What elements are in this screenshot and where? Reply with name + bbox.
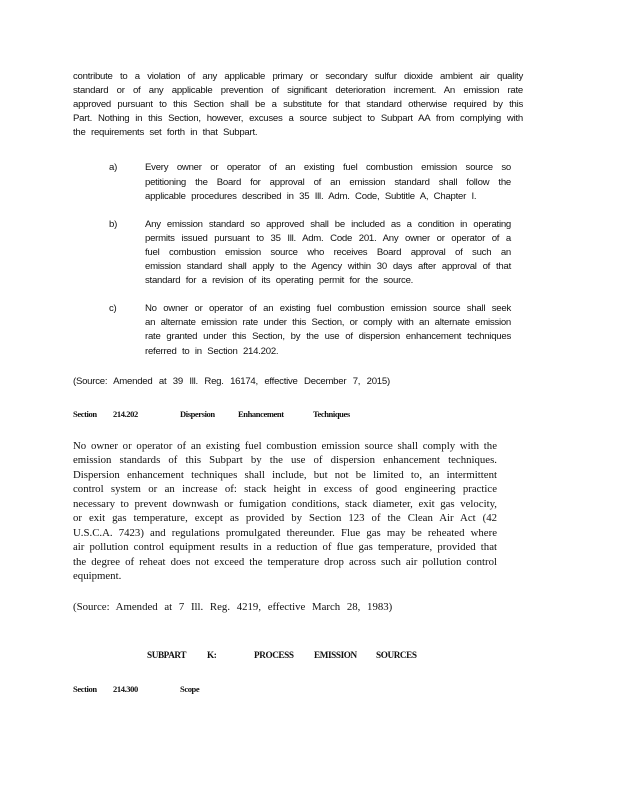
list-item xyxy=(73,161,558,203)
subpart-title-word: EMISSION xyxy=(314,649,357,660)
item-list xyxy=(73,161,558,358)
source-note: (Source: Amended at 39 Ill. Reg. 16174, effective December 7, 2015) xyxy=(73,375,390,387)
item-label: c) xyxy=(109,303,117,315)
list-item xyxy=(73,218,558,288)
item-text: No owner or operator of an existing fuel combustion emission source shall seek an alternate emission rate under this Section, or comply with an alternate emission rate granted under this Section, by the use of dispersion enhancement techniques referred to in Section 214.202. xyxy=(145,303,511,357)
subpart-letter: K: xyxy=(207,649,217,660)
section-title-word: Dispersion xyxy=(180,408,215,419)
section-title: Scope xyxy=(180,683,200,694)
item-text: Any emission standard so approved shall be included as a condition in operating permits issued pursuant to 35 Ill. Adm. Code 201. Any owner or operator of a fuel combustion emission source who receives Board approval of such an emission standard shall apply to the Agency within 30 days after approval of that standard for a revision of its operating permit for the source. xyxy=(145,218,511,287)
section-word: Section xyxy=(73,683,97,694)
subpart-title-word: PROCESS xyxy=(254,649,294,660)
item-text: Every owner or operator of an existing fuel combustion emission source so petitioning the Board for approval of an emission standard shall follow the applicable procedures described in 35 Ill. Adm. Code, Subtitle A, Chapter I. xyxy=(145,162,511,202)
section-number: 214.202 xyxy=(113,408,138,419)
subpart-heading xyxy=(73,648,558,662)
subpart-word: SUBPART xyxy=(147,649,187,660)
intro-paragraph: contribute to a violation of any applicable primary or secondary sulfur dioxide ambient air quality standard or of any applicable prevention of significant deterioration increment. An emission rate approved pursuant to this Section shall be a substitute for that standard otherwise required by this Part. Nothing in this Section, however, excuses a source subject to Subpart AA from complying with the requirements set forth in that Subpart. xyxy=(73,71,523,139)
item-label: b) xyxy=(109,218,118,230)
item-label: a) xyxy=(109,162,118,174)
section-title-word: Enhancement xyxy=(238,408,284,419)
source-note: (Source: Amended at 7 Ill. Reg. 4219, effective March 28, 1983) xyxy=(73,600,393,613)
section-number: 214.300 xyxy=(113,683,138,694)
section-heading-214-300 xyxy=(73,682,558,696)
subpart-title-word: SOURCES xyxy=(376,649,417,660)
section-heading-214-202 xyxy=(73,407,558,421)
section-body: No owner or operator of an existing fuel combustion emission source shall comply with the emission standards of this Subpart by the use of dispersion enhancement techniques. Dispersion enhancement techniques shall include, but not be limited to, an intermittent control system or an increase of: stack height in excess of good engineering practice necessary to prevent downwash or fumigation conditions, stack diameter, exit gas velocity, or exit gas temperature, except as provided by Section 123 of the Clean Air Act (42 U.S.C.A. 7423) and regulations promulgated thereunder. Flue gas may be reheated where air pollution control equipment results in a reduction of flue gas temperature, provided that the degree of reheat does not exceed the temperature drop across such air pollution control equipment. xyxy=(73,439,497,583)
section-title-word: Techniques xyxy=(313,408,350,419)
list-item xyxy=(73,302,558,358)
section-word: Section xyxy=(73,408,97,419)
